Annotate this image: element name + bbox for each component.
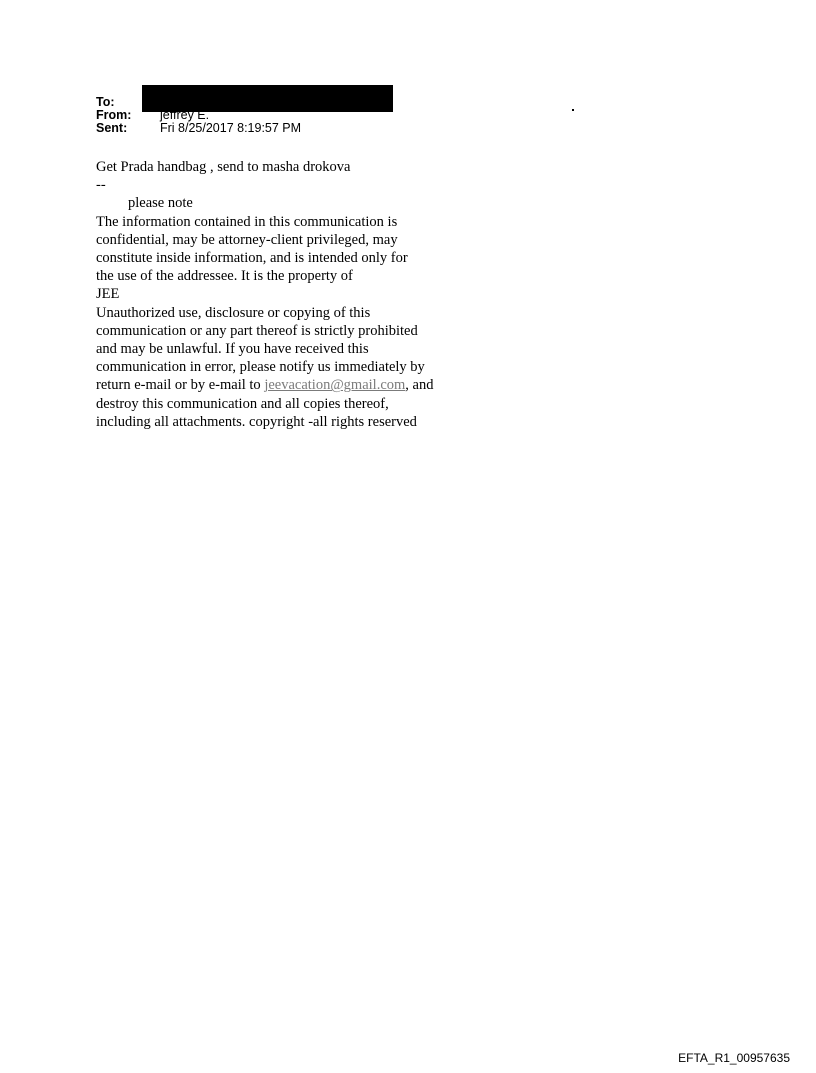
sent-label: Sent: — [96, 121, 128, 135]
body-line: and may be unlawful. If you have received this — [96, 341, 369, 358]
please-note: please note — [128, 195, 193, 212]
email-suffix: , and — [405, 377, 434, 394]
email-line — [96, 376, 496, 394]
subject-line: Get Prada handbag , send to masha drokova — [96, 159, 351, 175]
body-line: The information contained in this communication is — [96, 213, 398, 230]
body-line: JEE — [96, 286, 120, 303]
from-value: jeffrey E. — [160, 108, 210, 122]
stray-mark — [572, 109, 574, 111]
body-line: confidential, may be attorney-client privileged, may — [96, 231, 398, 248]
to-label: To: — [96, 95, 115, 109]
body-line: communication or any part thereof is strictly prohibited — [96, 322, 418, 339]
body-line: constitute inside information, and is intended only for — [96, 250, 408, 267]
body-line: communication in error, please notify us immediately by — [96, 359, 425, 376]
email-link[interactable]: jeevacation@gmail.com — [264, 377, 406, 394]
body-line: the use of the addressee. It is the property of — [96, 268, 353, 285]
email-body — [96, 158, 496, 431]
from-label: From: — [96, 108, 132, 122]
sent-value: Fri 8/25/2017 8:19:57 PM — [160, 121, 302, 135]
body-line: Unauthorized use, disclosure or copying of this — [96, 304, 371, 321]
body-line: destroy this communication and all copies thereof, — [96, 395, 389, 412]
body-line: including all attachments. copyright -all rights reserved — [96, 413, 417, 430]
document-id: EFTA_R1_00957635 — [678, 1051, 790, 1065]
email-prefix: return e-mail or by e-mail to — [96, 377, 265, 394]
separator: -- — [96, 177, 106, 194]
